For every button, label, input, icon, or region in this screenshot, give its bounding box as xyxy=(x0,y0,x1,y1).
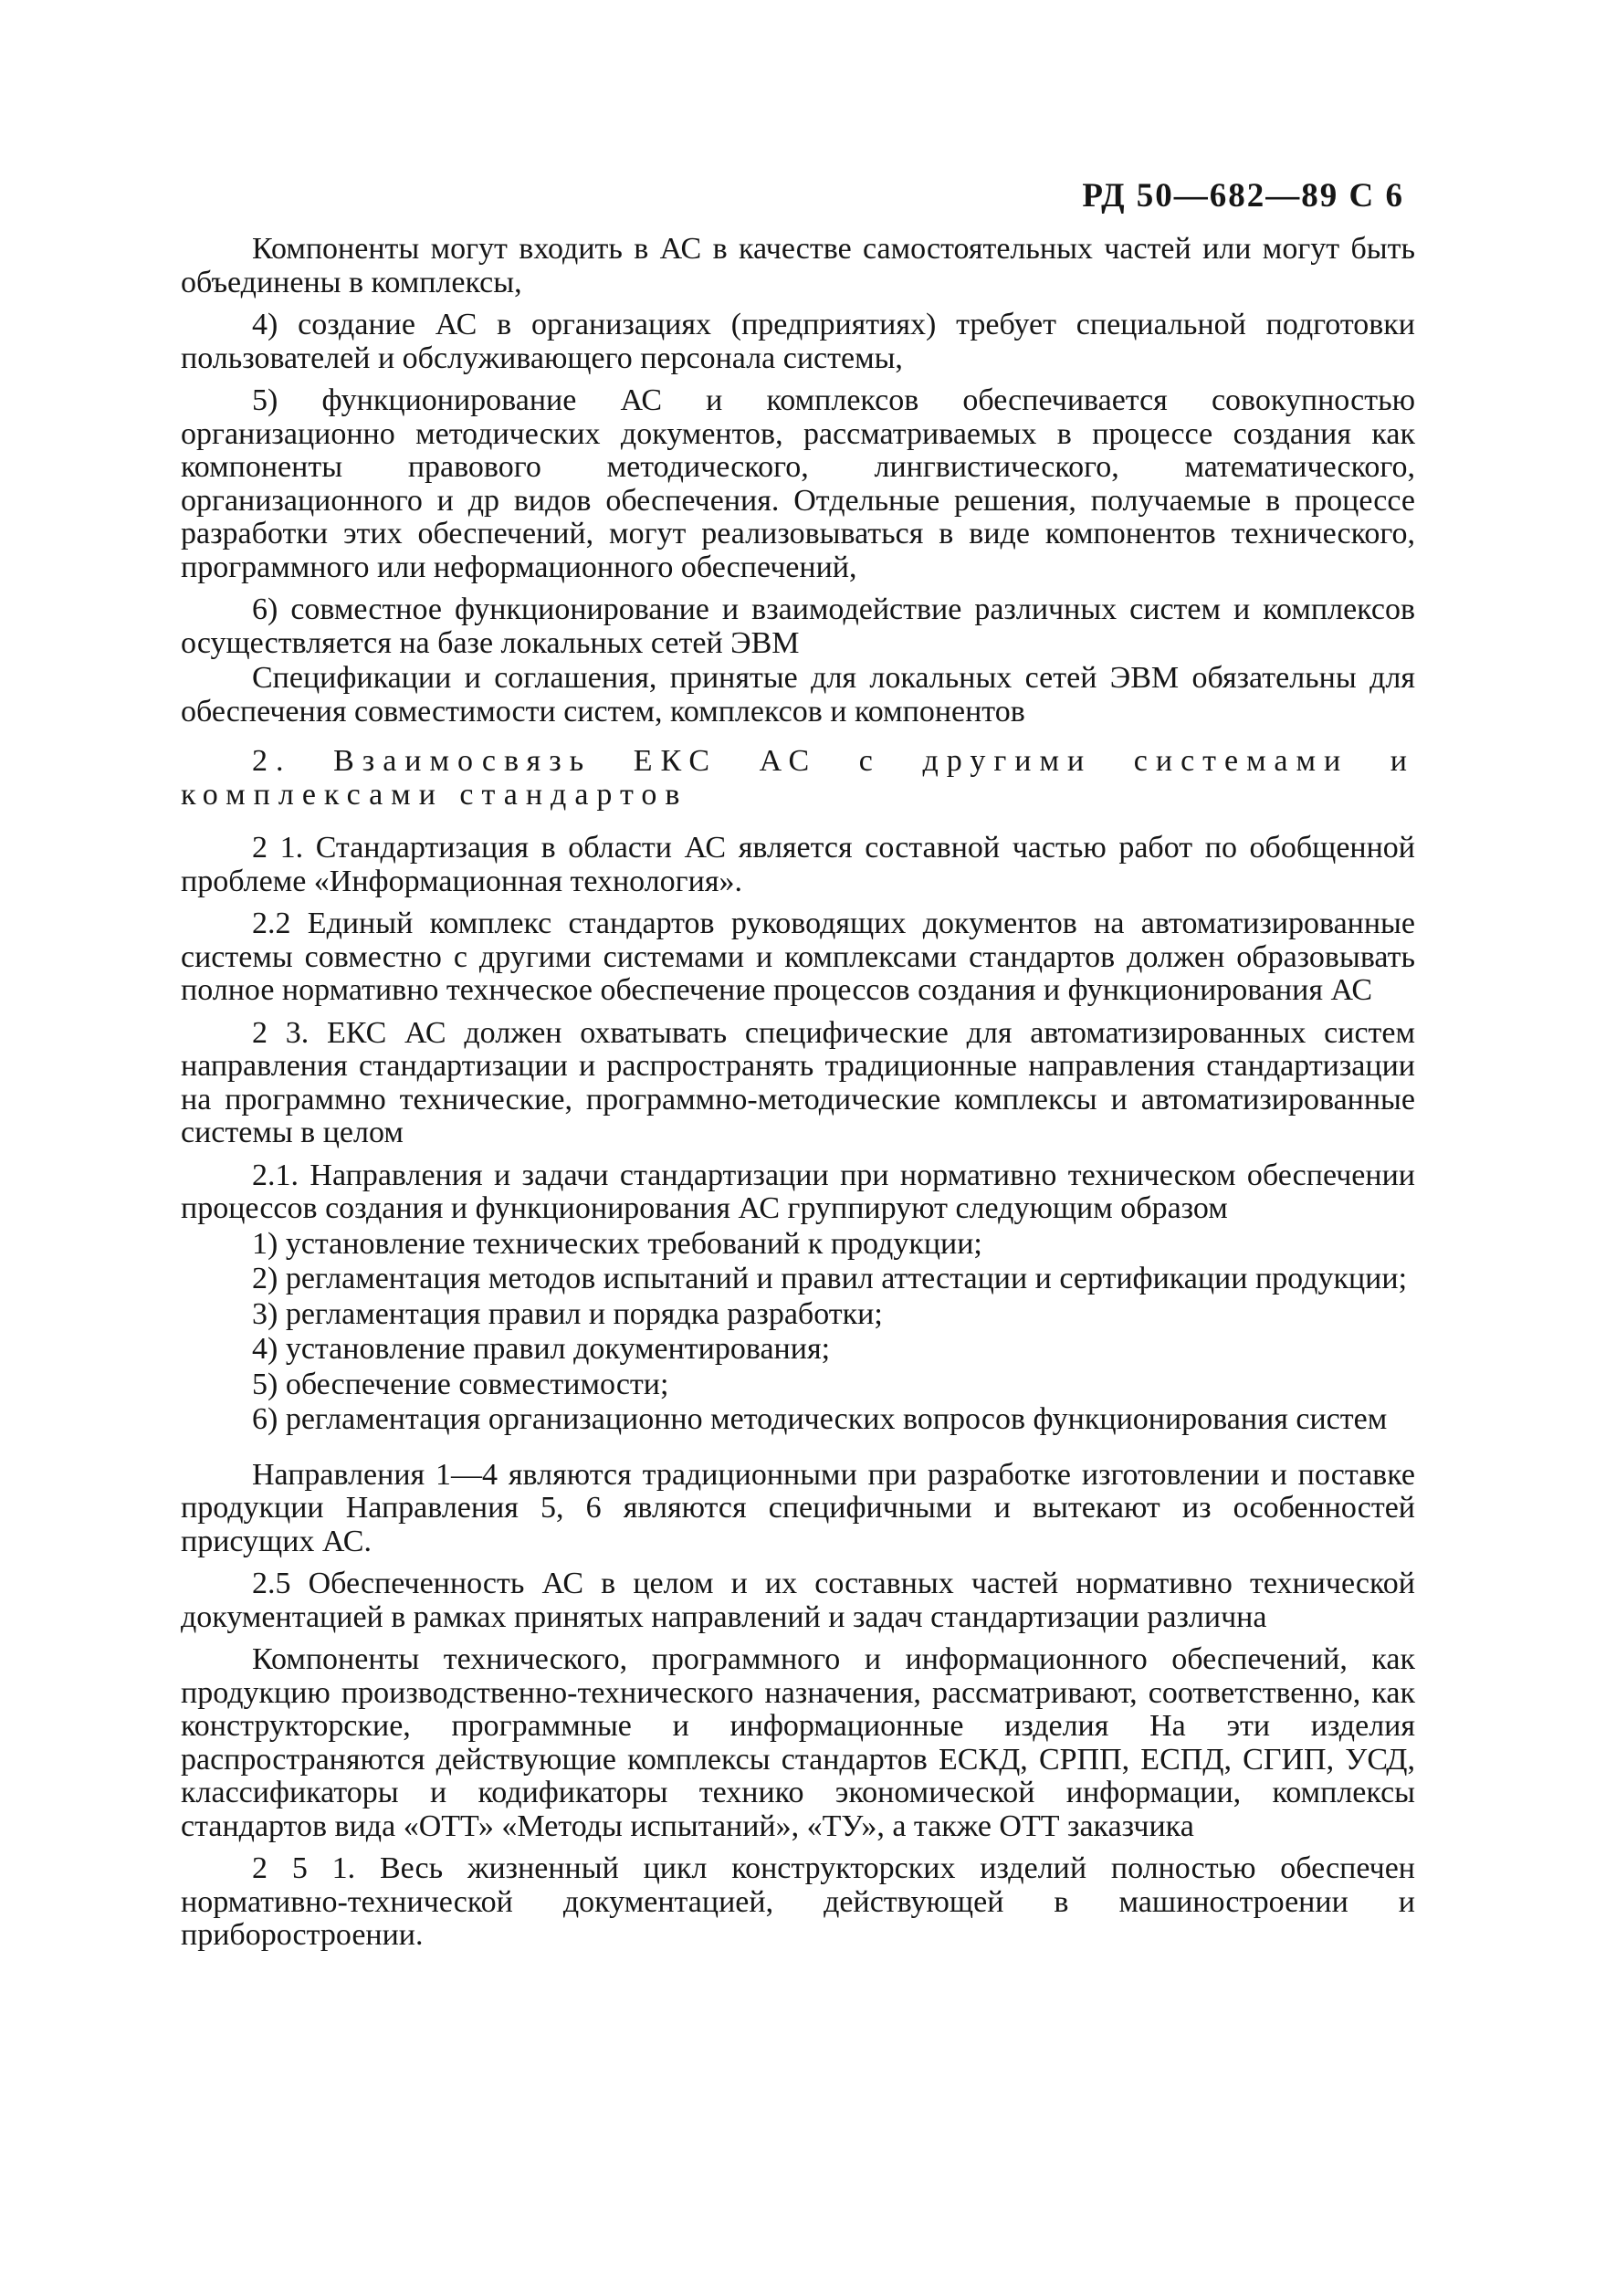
document-body xyxy=(181,233,1415,1962)
paragraph-2-1: 2 1. Стандартизация в области АС является составной частью работ по обобщенной проблеме «Информационная технология». xyxy=(181,831,1415,898)
paragraph-2-5: 2.5 Обеспеченность АС в целом и их составных частей нормативно технической документацией в рамках принятых направлений и задач стандартизации различна xyxy=(181,1567,1415,1634)
paragraph-2-5-1: 2 5 1. Весь жизненный цикл конструкторских изделий полностью обеспечен нормативно-технической документацией, действующей в машиностроении и приборостроении. xyxy=(181,1851,1415,1952)
section-heading-2 xyxy=(181,745,1415,812)
paragraph-components: Компоненты могут входить в АС в качестве самостоятельных частей или могут быть объединены в комплексы, xyxy=(181,232,1415,299)
paragraph-directions-note: Направления 1—4 являются традиционными при разработке изготовлении и поставке продукции Направления 5, 6 являются специфичными и вытекают из особенностей присущих АС. xyxy=(181,1457,1415,1558)
paragraph-2-2: 2.2 Единый комплекс стандартов руководящих документов на автоматизированные системы совместно с другими системами и комплексами стандартов должен образовывать полное нормативно технческое обеспечение процессов создания и функционирования АС xyxy=(181,907,1415,1007)
directions-item-5: 5) обеспечение совместимости; xyxy=(252,1367,669,1401)
page-header-doc-ref: РД 50—682—89 С 6 xyxy=(1082,177,1404,215)
paragraph-2-4: 2.1. Направления и задачи стандартизации при нормативно техническом обеспечении процессов создания и функционирования АС группируют следующим образом xyxy=(181,1158,1415,1225)
directions-item-6: 6) регламентация организационно методических вопросов функционирования систем xyxy=(252,1402,1388,1436)
directions-item-4: 4) установление правил документирования; xyxy=(252,1332,831,1366)
paragraph-specifications: Спецификации и соглашения, принятые для локальных сетей ЭВМ обязательны для обеспечения совместимости систем, комплексов и компонентов xyxy=(181,661,1415,729)
paragraph-2-3: 2 3. ЕКС АС должен охватывать специфические для автоматизированных систем направления стандартизации и распространять традиционные направления стандартизации на программно технические, программно-методические комплексы и автоматизированные системы в целом xyxy=(181,1015,1415,1149)
section-heading-text: 2. Взаимосвязь ЕКС АС с другими системами и комплексами стандартов xyxy=(181,744,1415,812)
list-item-5: 5) функционирование АС и комплексов обеспечивается совокупностью организационно методических документов, рассматриваемых в процессе создания как компоненты правового методического, лингвистического, математического, организационного и др видов обеспечения. Отдельные решения, получаемые в процессе разработки этих обеспечений, могут реализовываться в виде компонентов технического, программного или неформационного обеспечений, xyxy=(181,383,1415,584)
directions-item-1: 1) установление технических требований к продукции; xyxy=(252,1226,982,1261)
directions-item-3: 3) регламентация правил и порядка разработки; xyxy=(252,1296,883,1331)
list-item-4: 4) создание АС в организациях (предприятиях) требует специальной подготовки пользователей и обслуживающего персонала системы, xyxy=(181,308,1415,375)
directions-item-2: 2) регламентация методов испытаний и правил аттестации и сертификации продукции; xyxy=(252,1262,1408,1295)
paragraph-components-standards: Компоненты технического, программного и информационного обеспечений, как продукцию производственно-технического назначения, рассматривают, соответственно, как конструкторские, программные и информационные изделия На эти изделия распространяются действующие комплексы стандартов ЕСКД, СРПП, ЕСПД, СГИП, УСД, классификаторы и кодификаторы технико экономической информации, комплексы стандартов вида «ОТТ» «Методы испытаний», «ТУ», а также ОТТ заказчика xyxy=(181,1642,1415,1843)
list-item-6: 6) совместное функционирование и взаимодействие различных систем и комплексов осуществляется на базе локальных сетей ЭВМ xyxy=(181,592,1415,660)
